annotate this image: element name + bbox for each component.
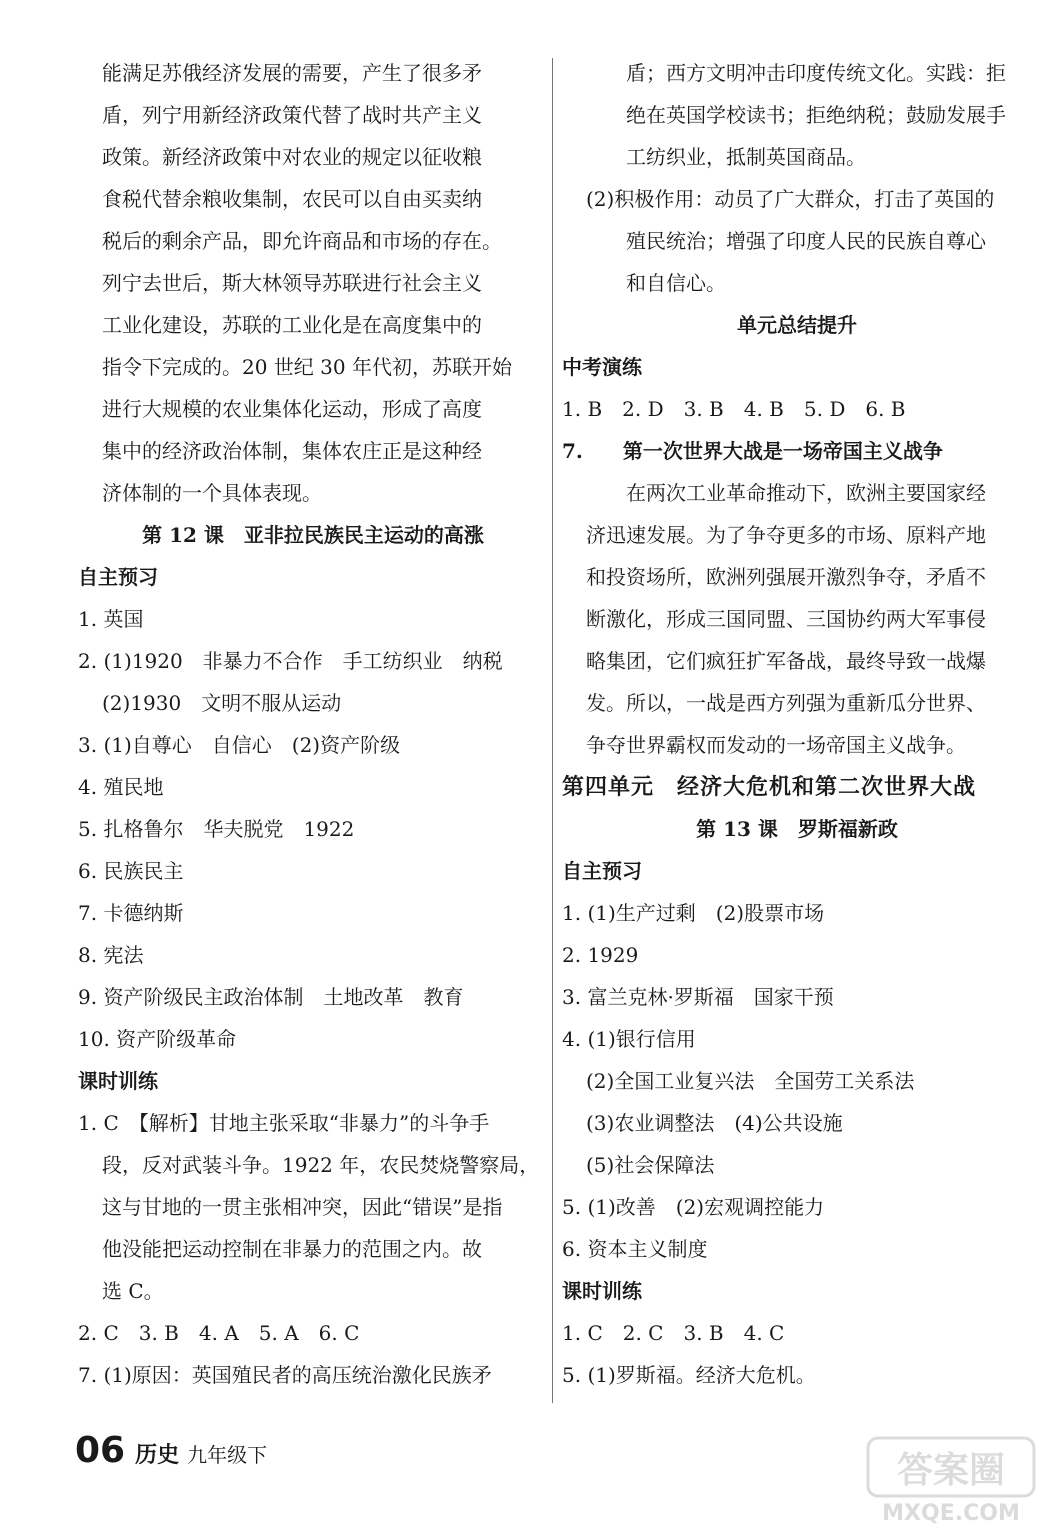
left-line: 济体制的一个具体表现。	[102, 481, 322, 505]
right-line: 1. C 2. C 3. B 4. C	[562, 1321, 785, 1345]
svg-text:MXQE.COM: MXQE.COM	[882, 1501, 1020, 1526]
right-line: 争夺世界霸权而发动的一场帝国主义战争。	[586, 733, 966, 757]
right-line: 发。所以，一战是西方列强为重新瓜分世界、	[586, 691, 986, 715]
right-line: 4. (1)银行信用	[562, 1027, 696, 1051]
left-line: 2. C 3. B 4. A 5. A 6. C	[78, 1321, 360, 1345]
page-number: 06	[75, 1430, 126, 1471]
left-line: 3. (1)自尊心 自信心 (2)资产阶级	[78, 733, 401, 757]
right-line: 5. (1)罗斯福。经济大危机。	[562, 1363, 816, 1387]
right-line: 2. 1929	[562, 943, 639, 967]
right-line: (3)农业调整法 (4)公共设施	[586, 1111, 843, 1135]
left-line: 9. 资产阶级民主政治体制 土地改革 教育	[78, 985, 464, 1009]
left-line: 列宁去世后，斯大林领导苏联进行社会主义	[102, 271, 482, 295]
right-line: 3. 富兰克林·罗斯福 国家干预	[562, 985, 834, 1009]
right-line: 第 13 课 罗斯福新政	[696, 817, 898, 841]
right-column	[562, 52, 1032, 1396]
left-line: 第 12 课 亚非拉民族民主运动的高涨	[142, 523, 484, 547]
left-line: 5. 扎格鲁尔 华夫脱党 1922	[78, 817, 355, 841]
right-line: 和投资场所，欧洲列强展开激烈争夺，矛盾不	[586, 565, 986, 589]
right-line: 6. 资本主义制度	[562, 1237, 708, 1261]
right-line: 单元总结提升	[737, 313, 857, 337]
left-line: 1. 英国	[78, 607, 144, 631]
watermark-logo	[866, 1436, 1036, 1526]
left-line: 政策。新经济政策中对农业的规定以征收粮	[102, 145, 482, 169]
right-line: 中考演练	[562, 355, 642, 379]
right-line: (5)社会保障法	[586, 1153, 715, 1177]
left-line: 课时训练	[78, 1069, 158, 1093]
right-line: 殖民统治；增强了印度人民的民族自尊心	[626, 229, 986, 253]
left-line: 能满足苏俄经济发展的需要，产生了很多矛	[102, 61, 482, 85]
left-line: 工业化建设，苏联的工业化是在高度集中的	[102, 313, 482, 337]
left-line: 2. (1)1920 非暴力不合作 手工纺织业 纳税	[78, 649, 503, 673]
left-line: 进行大规模的农业集体化运动，形成了高度	[102, 397, 482, 421]
left-line: 自主预习	[78, 565, 158, 589]
left-line: 这与甘地的一贯主张相冲突，因此“错误”是指	[102, 1195, 503, 1219]
right-line: 在两次工业革命推动下，欧洲主要国家经	[626, 481, 986, 505]
left-line: 集中的经济政治体制，集体农庄正是这种经	[102, 439, 482, 463]
right-line: 断激化，形成三国同盟、三国协约两大军事侵	[586, 607, 986, 631]
left-line: 段，反对武装斗争。1922 年，农民焚烧警察局，	[102, 1153, 540, 1177]
right-line: 和自信心。	[626, 271, 726, 295]
grade-label: 九年级下	[187, 1443, 268, 1467]
left-line: 指令下完成的。20 世纪 30 年代初，苏联开始	[102, 355, 512, 379]
svg-text:答案圈: 答案圈	[896, 1450, 1006, 1491]
left-line: 7. 卡德纳斯	[78, 901, 184, 925]
right-line: 济迅速发展。为了争夺更多的市场、原料产地	[586, 523, 986, 547]
right-line: 自主预习	[562, 859, 642, 883]
column-divider	[552, 58, 553, 1403]
right-line: 课时训练	[562, 1279, 642, 1303]
left-line: 他没能把运动控制在非暴力的范围之内。故	[102, 1237, 482, 1261]
left-line: 1. C 【解析】甘地主张采取“非暴力”的斗争手	[78, 1111, 490, 1135]
left-line: 盾，列宁用新经济政策代替了战时共产主义	[102, 103, 482, 127]
subject-label: 历史	[135, 1443, 180, 1468]
left-line: (2)1930 文明不服从运动	[102, 691, 342, 715]
right-line: 盾；西方文明冲击印度传统文化。实践：拒	[626, 61, 1006, 85]
right-line: 绝在英国学校读书；拒绝纳税；鼓励发展手	[626, 103, 1006, 127]
left-line: 4. 殖民地	[78, 775, 164, 799]
left-line: 食税代替余粮收集制，农民可以自由买卖纳	[102, 187, 482, 211]
right-line: 1. B 2. D 3. B 4. B 5. D 6. B	[562, 397, 906, 421]
right-line: 5. (1)改善 (2)宏观调控能力	[562, 1195, 825, 1219]
right-line: 工纺织业，抵制英国商品。	[626, 145, 866, 169]
left-column	[78, 52, 548, 1396]
right-line: 略集团，它们疯狂扩军备战，最终导致一战爆	[586, 649, 986, 673]
left-line: 税后的剩余产品，即允许商品和市场的存在。	[102, 229, 502, 253]
left-line: 选 C。	[102, 1279, 164, 1303]
left-line: 8. 宪法	[78, 943, 144, 967]
right-line: (2)积极作用：动员了广大群众，打击了英国的	[586, 187, 995, 211]
right-line: 1. (1)生产过剩 (2)股票市场	[562, 901, 825, 925]
left-line: 7. (1)原因：英国殖民者的高压统治激化民族矛	[78, 1363, 492, 1387]
right-line: (2)全国工业复兴法 全国劳工关系法	[586, 1069, 915, 1093]
right-line: 7. 第一次世界大战是一场帝国主义战争	[562, 439, 943, 463]
left-line: 10. 资产阶级革命	[78, 1027, 237, 1051]
right-line: 第四单元 经济大危机和第二次世界大战	[562, 774, 977, 800]
page-footer	[75, 1430, 267, 1480]
left-line: 6. 民族民主	[78, 859, 184, 883]
